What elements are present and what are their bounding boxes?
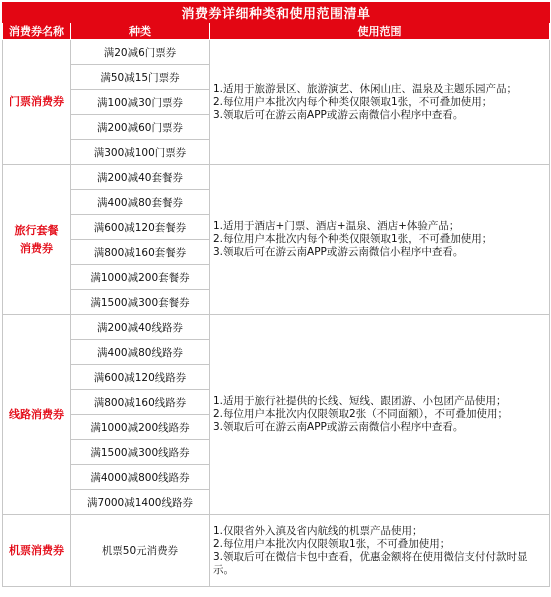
usage-scope-line: 2.每位用户本批次内每个种类仅限领取1张，不可叠加使用； xyxy=(213,233,493,245)
coupon-table-body xyxy=(3,40,550,587)
category-name xyxy=(3,40,71,165)
category-name-line: 消费券 xyxy=(20,241,53,255)
usage-scope-line: 2.每位用户本批次内仅限领取2张（不同面额），不可叠加使用； xyxy=(213,408,508,420)
usage-scope xyxy=(210,315,550,515)
coupon-type: 满200减40套餐券 xyxy=(71,165,210,190)
coupon-type: 满200减40线路券 xyxy=(71,315,210,340)
category-name xyxy=(3,315,71,515)
usage-scope-line: 1.适用于旅行社提供的长线、短线、跟团游、小包团产品使用； xyxy=(213,395,507,407)
coupon-type: 满20减6门票券 xyxy=(71,40,210,65)
coupon-type: 满800减160套餐券 xyxy=(71,240,210,265)
coupon-type: 满200减60门票券 xyxy=(71,115,210,140)
coupon-table xyxy=(2,2,550,587)
coupon-type: 机票50元消费券 xyxy=(71,515,210,587)
coupon-type: 满300减100门票券 xyxy=(71,140,210,165)
coupon-type: 满600减120线路券 xyxy=(71,365,210,390)
table-title: 消费券详细种类和使用范围清单 xyxy=(3,3,550,23)
coupon-type: 满1000减200套餐券 xyxy=(71,265,210,290)
coupon-type: 满4000减800线路券 xyxy=(71,465,210,490)
coupon-list-sheet xyxy=(2,2,549,595)
usage-scope-line: 3.领取后可在游云南APP或游云南微信小程序中查看。 xyxy=(213,108,464,121)
coupon-type: 满400减80套餐券 xyxy=(71,190,210,215)
coupon-type: 满1500减300线路券 xyxy=(71,440,210,465)
coupon-type: 满400减80线路券 xyxy=(71,340,210,365)
table-row xyxy=(3,40,550,65)
usage-scope-line: 3.领取后可在游云南APP或游云南微信小程序中查看。 xyxy=(213,421,464,433)
coupon-type: 满800减160线路券 xyxy=(71,390,210,415)
category-name-line: 门票消费券 xyxy=(9,95,64,108)
usage-scope-line: 3.领取后可在微信卡包中查看，优惠金额将在使用微信支付付款时显示。 xyxy=(213,550,528,576)
table-row xyxy=(3,315,550,340)
category-name-line: 线路消费券 xyxy=(9,407,64,421)
usage-scope-line: 1.适用于酒店+门票、酒店+温泉、酒店+体验产品； xyxy=(213,220,460,232)
coupon-type: 满600减120套餐券 xyxy=(71,215,210,240)
category-name xyxy=(3,165,71,315)
usage-scope-line: 2.每位用户本批次内每个种类仅限领取1张，不可叠加使用； xyxy=(213,95,493,108)
usage-scope xyxy=(210,40,550,165)
category-name-line: 旅行套餐 xyxy=(14,223,59,237)
coupon-type: 满1000减200线路券 xyxy=(71,415,210,440)
coupon-type: 满100减30门票券 xyxy=(71,90,210,115)
header-scope: 使用范围 xyxy=(210,23,550,40)
usage-scope-line: 1.仅限省外入滇及省内航线的机票产品使用； xyxy=(213,524,423,537)
table-row xyxy=(3,165,550,190)
usage-scope xyxy=(210,515,550,587)
coupon-type: 满7000减1400线路券 xyxy=(71,490,210,515)
header-type: 种类 xyxy=(71,23,210,40)
category-name xyxy=(3,515,71,587)
category-name-line: 机票消费券 xyxy=(9,543,64,557)
usage-scope xyxy=(210,165,550,315)
usage-scope-line: 3.领取后可在游云南APP或游云南微信小程序中查看。 xyxy=(213,246,464,258)
coupon-type: 满50减15门票券 xyxy=(71,65,210,90)
coupon-type: 满1500减300套餐券 xyxy=(71,290,210,315)
usage-scope-line: 2.每位用户本批次内仅限领取1张，不可叠加使用； xyxy=(213,537,451,550)
header-category: 消费券名称 xyxy=(3,23,71,40)
usage-scope-line: 1.适用于旅游景区、旅游演艺、休闲山庄、温泉及主题乐园产品； xyxy=(213,82,518,95)
table-row xyxy=(3,515,550,587)
